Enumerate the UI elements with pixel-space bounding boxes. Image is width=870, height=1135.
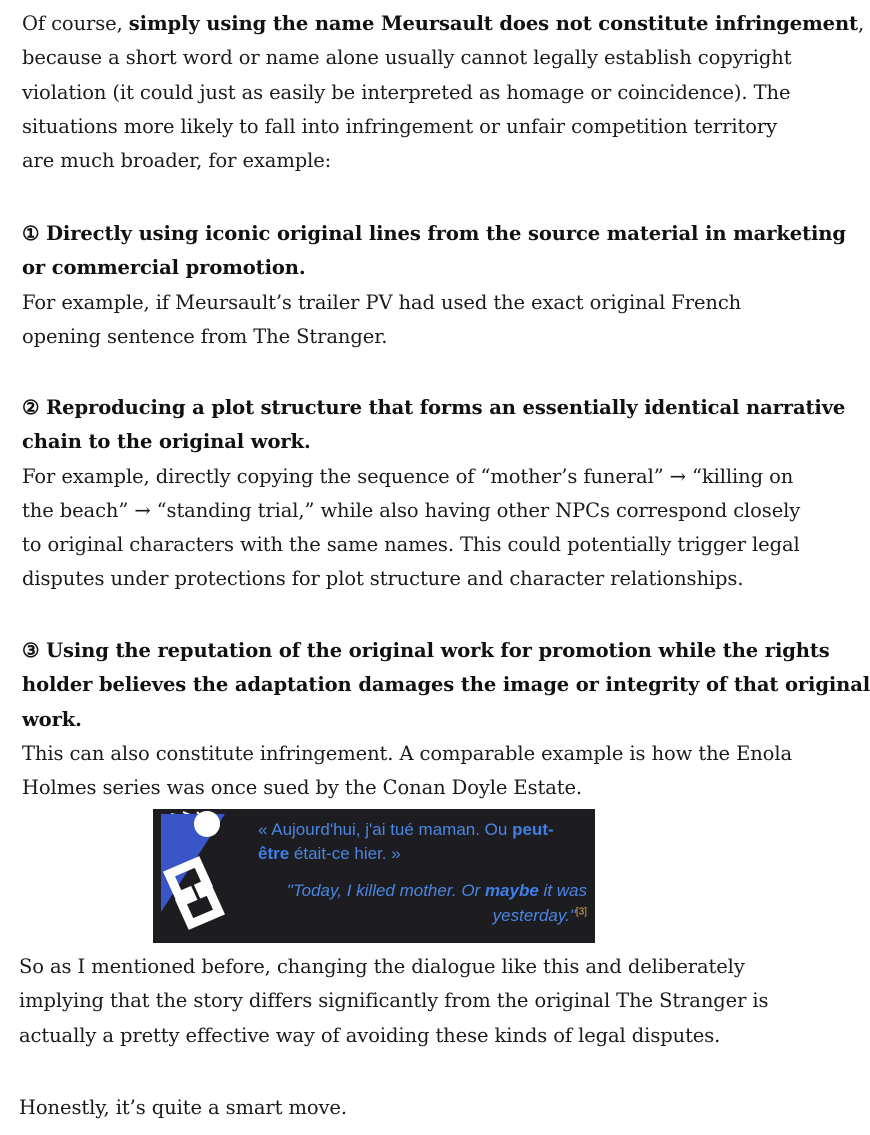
final-paragraph xyxy=(19,1091,347,1125)
french-quote: « Aujourd'hui, j'ai tué maman. Ou peut-être était-ce hier. » xyxy=(258,820,554,863)
item-2-heading: ② Reproducing a plot structure that forms an essentially identical narrative xyxy=(22,396,846,419)
intro-line: situations more likely to fall into infringement or unfair competition territory xyxy=(22,114,778,138)
item-3-heading: work. xyxy=(22,707,82,731)
item-2-body: to original characters with the same names. This could potentially trigger legal xyxy=(22,533,800,557)
closing-line: actually a pretty effective way of avoiding these kinds of legal disputes. xyxy=(19,1023,721,1047)
item-1-body: opening sentence from The Stranger. xyxy=(22,324,388,348)
item-2-body: the beach” → “standing trial,” while also having other NPCs correspond closely xyxy=(22,498,801,522)
intro-bold: simply using the name Meursault does not constitute infringement xyxy=(128,12,858,35)
item-3-body: This can also constitute infringement. A comparable example is how the Enola xyxy=(22,741,792,765)
item-2-body: For example, directly copying the sequence of “mother’s funeral” → “killing on xyxy=(22,464,794,488)
item-2-body: disputes under protections for plot structure and character relationships. xyxy=(22,567,744,591)
item-1-heading: ① Directly using iconic original lines from the source material in marketing xyxy=(22,222,846,245)
closing-paragraph xyxy=(19,950,768,1053)
item-1-body: For example, if Meursault’s trailer PV had used the exact original French xyxy=(22,290,742,314)
item-2 xyxy=(22,391,845,597)
intro-line: violation (it could just as easily be interpreted as homage or coincidence). The xyxy=(22,80,791,104)
intro-prefix: Of course, xyxy=(22,12,129,35)
intro-paragraph xyxy=(22,7,864,178)
footnote-marker[interactable]: [3] xyxy=(575,906,587,918)
final-line: Honestly, it’s quite a smart move. xyxy=(19,1096,347,1119)
english-emphasis: maybe xyxy=(484,881,539,900)
item-3-heading: ③ Using the reputation of the original work for promotion while the rights xyxy=(22,639,830,662)
item-3-heading: holder believes the adaptation damages the image or integrity of that original xyxy=(22,673,870,697)
intro-line: because a short word or name alone usually cannot legally establish copyright xyxy=(22,46,792,70)
intro-comma: , xyxy=(857,12,865,35)
item-2-heading: chain to the original work. xyxy=(22,430,311,454)
sunburst-chain-logo-icon xyxy=(161,812,257,940)
quote-banner-image xyxy=(153,809,595,943)
closing-line: implying that the story differs significantly from the original The Stranger is xyxy=(19,989,769,1013)
closing-line: So as I mentioned before, changing the dialogue like this and deliberately xyxy=(19,955,745,978)
item-1-heading: or commercial promotion. xyxy=(22,256,306,280)
intro-line xyxy=(22,7,864,41)
item-1 xyxy=(22,217,846,354)
item-3-body: Holmes series was once sued by the Conan Doyle Estate. xyxy=(22,776,583,800)
french-emphasis: peut-être xyxy=(258,820,554,863)
item-3 xyxy=(22,634,870,805)
english-quote: "Today, I killed mother. Or maybe it was yesterday."[3] xyxy=(286,881,587,925)
intro-line: are much broader, for example: xyxy=(22,149,332,173)
